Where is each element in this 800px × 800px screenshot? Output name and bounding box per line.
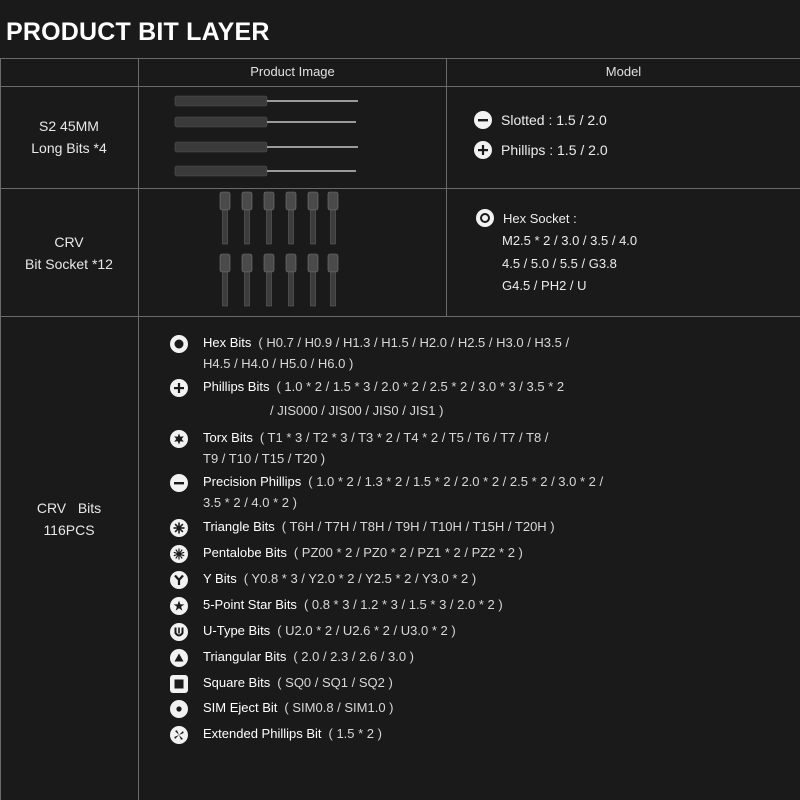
bit-spec: H4.5 / H4.0 / H5.0 / H6.0 )	[203, 356, 354, 371]
bit-spec: ( H0.7 / H0.9 / H1.3 / H1.5 / H2.0 / H2.5 / H3.0 / H3.5 /	[258, 335, 570, 350]
bit-spec: ( U2.0 * 2 / U2.6 * 2 / U3.0 * 2 )	[277, 623, 456, 638]
bit-name: Phillips Bits	[203, 379, 270, 394]
hex-socket-icon	[476, 209, 494, 227]
category-line: S2 45MM	[39, 118, 99, 134]
socket-bit	[220, 192, 230, 244]
slotted-icon	[474, 111, 492, 129]
bit-name: Triangular Bits	[203, 649, 287, 664]
category-crv-bits	[0, 497, 138, 541]
long-bit	[175, 96, 358, 106]
bit-name: 5-Point Star Bits	[203, 597, 297, 612]
category-line: 116PCS	[43, 522, 95, 538]
bit-spec: ( T6H / T7H / T8H / T9H / T10H / T15H / T20H )	[281, 519, 555, 534]
row-divider	[0, 316, 800, 317]
column-divider	[138, 58, 139, 800]
model-title: Hex Socket :	[503, 210, 577, 226]
bit-name: Y Bits	[203, 571, 237, 586]
model-slotted	[474, 111, 607, 129]
category-line: Long Bits *4	[31, 140, 107, 156]
bit-spec: ( 1.0 * 2 / 1.5 * 3 / 2.0 * 2 / 2.5 * 2 / 3.0 * 3 / 3.5 * 2	[276, 379, 565, 394]
model-phillips	[474, 141, 608, 159]
star-icon	[170, 597, 188, 615]
model-text: Slotted : 1.5 / 2.0	[501, 112, 607, 128]
model-line: G4.5 / PH2 / U	[502, 278, 587, 293]
socket-bit	[242, 192, 252, 244]
bit-spec: ( Y0.8 * 3 / Y2.0 * 2 / Y2.5 * 2 / Y3.0 * 2 )	[243, 571, 477, 586]
category-line: CRV	[54, 234, 84, 250]
socket-bit	[220, 254, 230, 306]
square-icon	[170, 675, 188, 693]
bit-socket-image	[215, 190, 345, 314]
bit-spec: ( 1.5 * 2 )	[328, 726, 382, 741]
model-text: Phillips : 1.5 / 2.0	[501, 142, 608, 158]
bit-name: Triangle Bits	[203, 519, 275, 534]
socket-bit	[328, 192, 338, 244]
bit-spec: ( T1 * 3 / T2 * 3 / T3 * 2 / T4 * 2 / T5 / T6 / T7 / T8 /	[259, 430, 549, 445]
bit-spec: ( SIM0.8 / SIM1.0 )	[284, 700, 394, 715]
category-bit-socket	[0, 231, 138, 275]
extended-phillips-icon	[170, 726, 188, 744]
header-model: Model	[605, 64, 642, 79]
bit-name: Square Bits	[203, 675, 271, 690]
category-line: CRV Bits	[36, 500, 102, 516]
bit-spec: ( SQ0 / SQ1 / SQ2 )	[277, 675, 393, 690]
page-title: PRODUCT BIT LAYER	[6, 18, 270, 46]
bit-spec: T9 / T10 / T15 / T20 )	[203, 451, 326, 466]
bit-name: Extended Phillips Bit	[203, 726, 322, 741]
long-bits-image	[170, 92, 370, 184]
u-type-icon	[170, 623, 188, 641]
socket-bit	[242, 254, 252, 306]
bit-name: Precision Phillips	[203, 474, 302, 489]
header-product-image: Product Image	[250, 64, 335, 79]
category-long-bits	[0, 115, 138, 159]
bit-spec: ( PZ00 * 2 / PZ0 * 2 / PZ1 * 2 / PZ2 * 2 )	[293, 545, 523, 560]
socket-bit	[264, 254, 274, 306]
socket-bit	[286, 192, 296, 244]
torx-icon	[170, 430, 188, 448]
sim-eject-icon	[170, 700, 188, 718]
socket-bit	[264, 192, 274, 244]
bit-spec: 3.5 * 2 / 4.0 * 2 )	[203, 495, 297, 510]
socket-bit	[308, 254, 318, 306]
phillips-icon	[170, 379, 188, 397]
column-divider	[446, 58, 447, 316]
header-divider	[0, 86, 800, 87]
table-border-left	[0, 58, 1, 800]
phillips-icon	[474, 141, 492, 159]
bit-spec: ( 2.0 / 2.3 / 2.6 / 3.0 )	[293, 649, 415, 664]
model-line: M2.5 * 2 / 3.0 / 3.5 / 4.0	[502, 233, 638, 248]
row-divider	[0, 188, 800, 189]
pentalobe-icon	[170, 545, 188, 563]
socket-bit	[308, 192, 318, 244]
bit-spec: ( 0.8 * 3 / 1.2 * 3 / 1.5 * 3 / 2.0 * 2 )	[303, 597, 503, 612]
bit-name: Pentalobe Bits	[203, 545, 287, 560]
bit-spec: / JIS000 / JIS00 / JIS0 / JIS1 )	[270, 403, 444, 418]
bit-name: Hex Bits	[203, 335, 252, 350]
model-line: 4.5 / 5.0 / 5.5 / G3.8	[502, 256, 617, 271]
triangular-icon	[170, 649, 188, 667]
y-icon	[170, 571, 188, 589]
bit-name: Torx Bits	[203, 430, 253, 445]
model-hex-socket	[476, 209, 577, 227]
bit-name: SIM Eject Bit	[203, 700, 278, 715]
hex-icon	[170, 335, 188, 353]
socket-bit	[286, 254, 296, 306]
bit-name: U-Type Bits	[203, 623, 271, 638]
precision-phillips-icon	[170, 474, 188, 492]
socket-bit	[328, 254, 338, 306]
category-line: Bit Socket *12	[25, 256, 113, 272]
triangle-bits-icon	[170, 519, 188, 537]
bit-spec: ( 1.0 * 2 / 1.3 * 2 / 1.5 * 2 / 2.0 * 2 / 2.5 * 2 / 3.0 * 2 /	[308, 474, 604, 489]
